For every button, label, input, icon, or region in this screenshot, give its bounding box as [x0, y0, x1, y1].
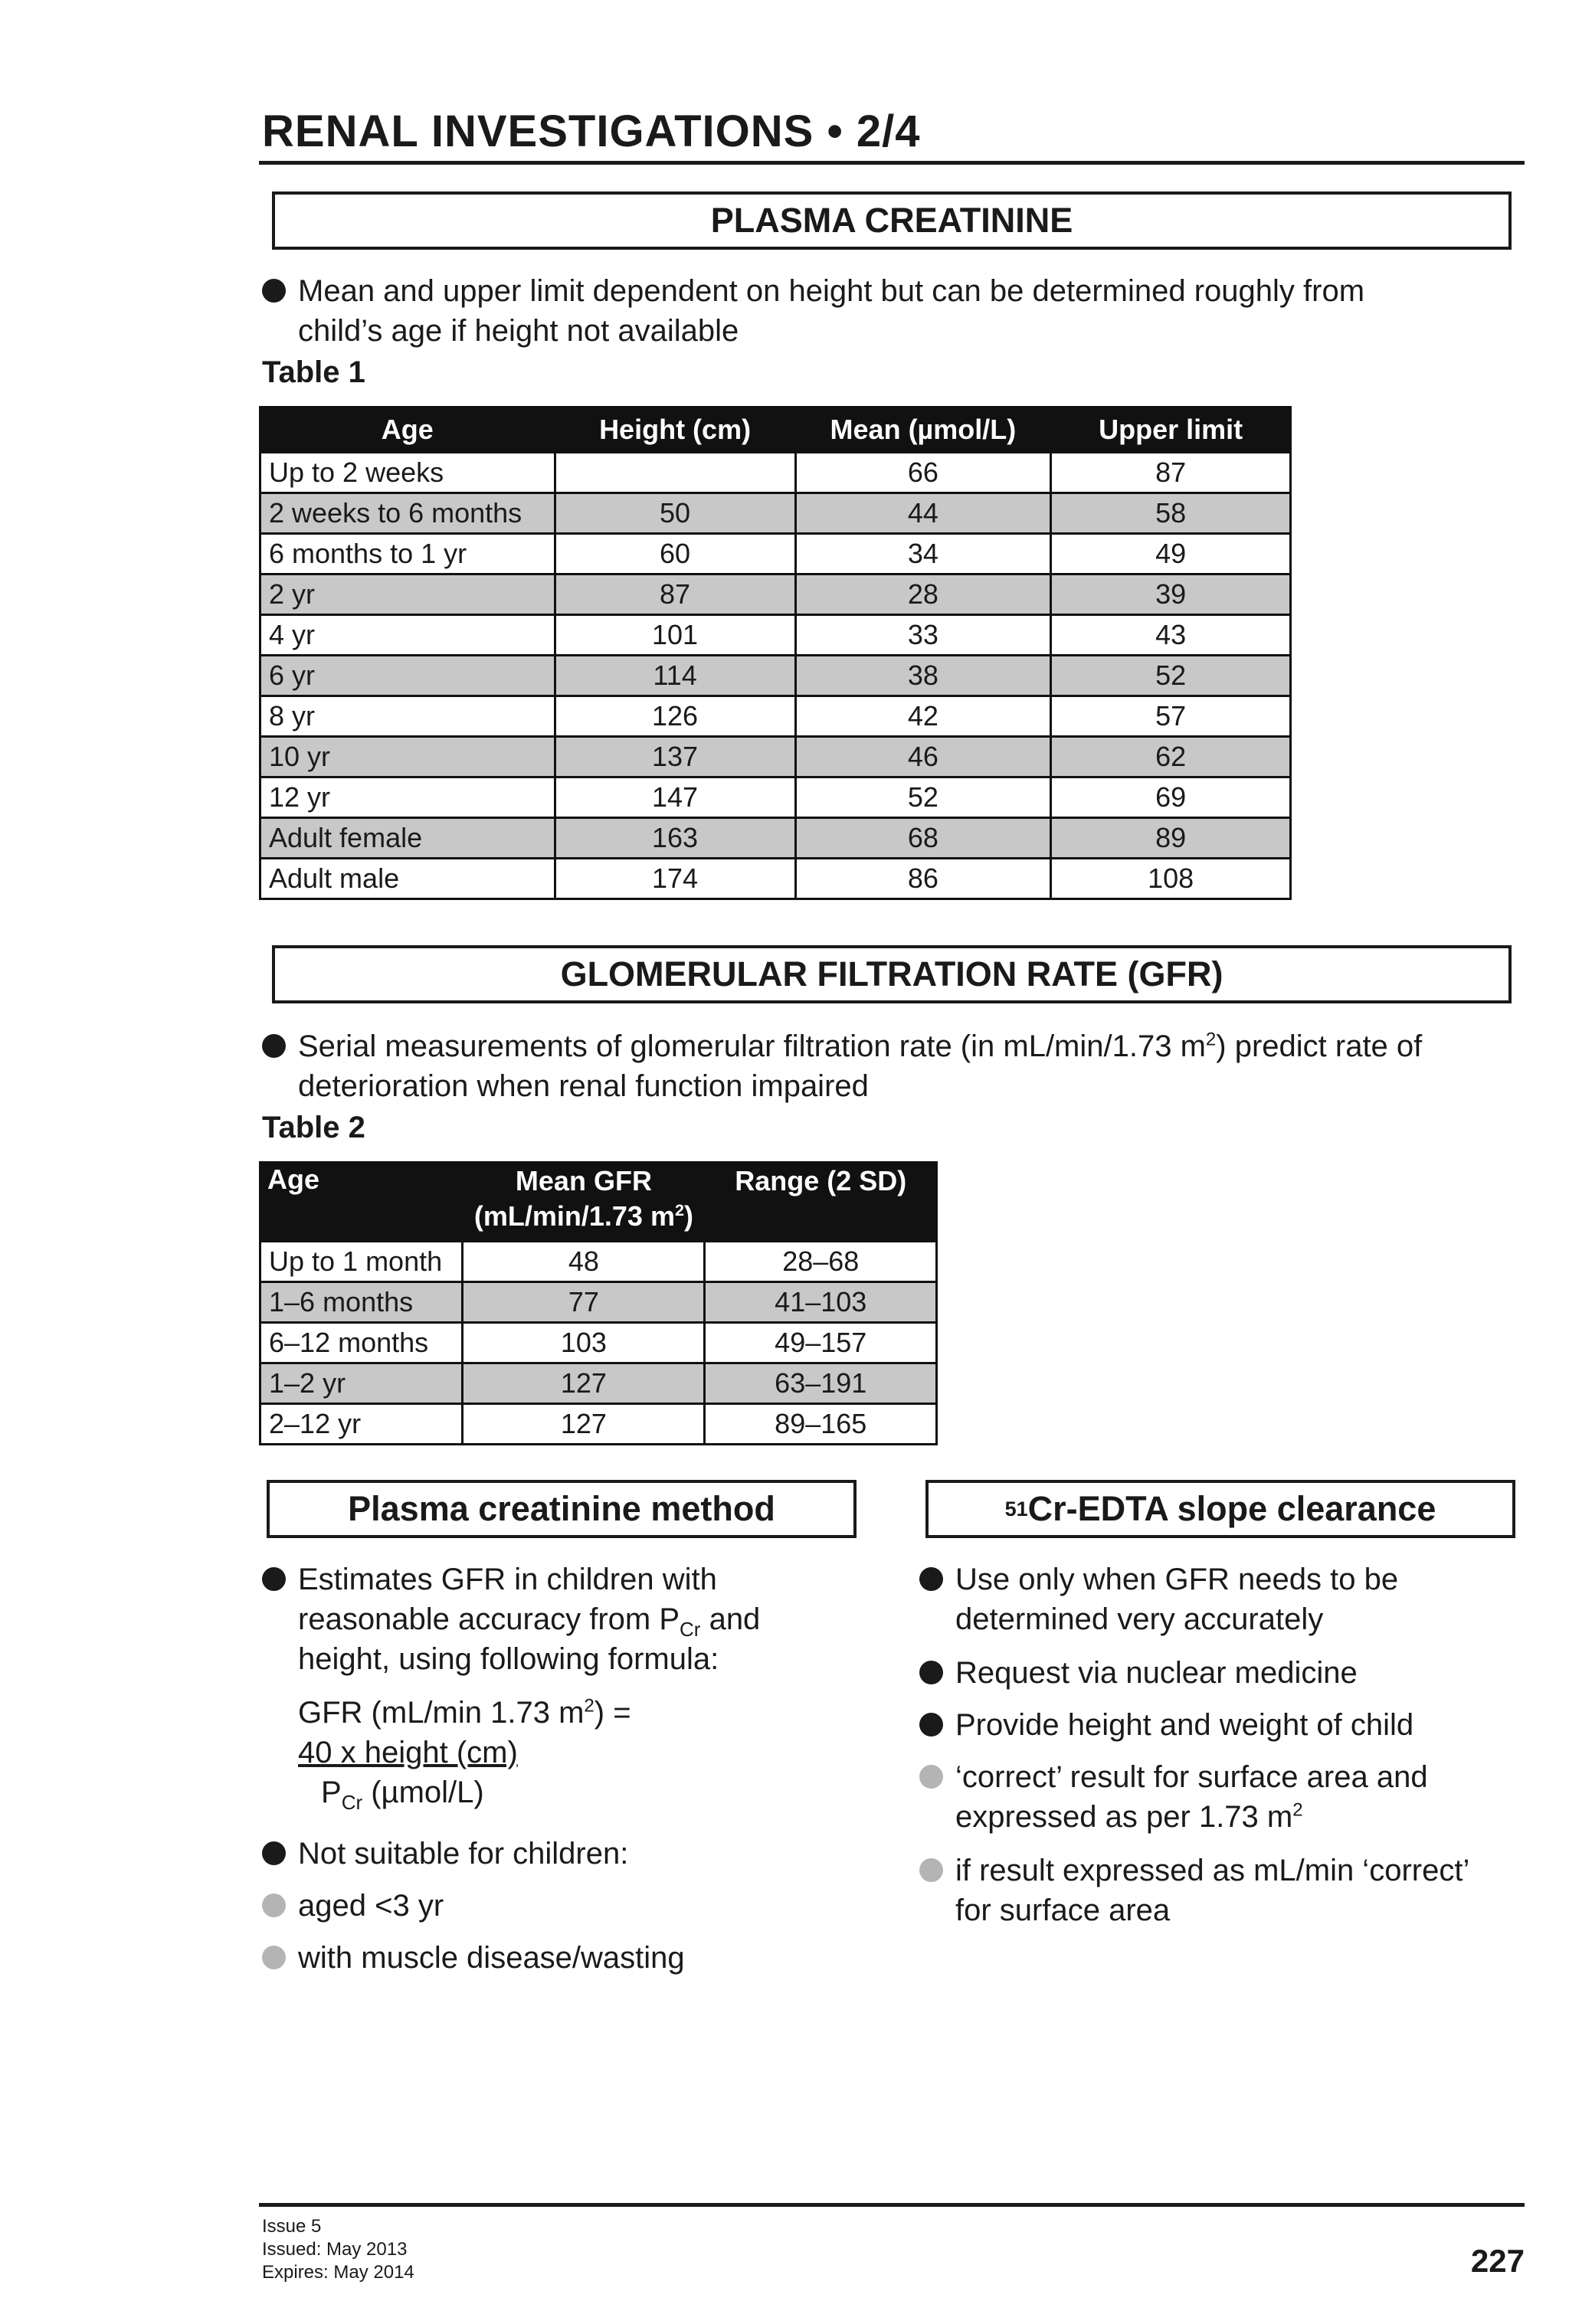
column-header: Mean GFR (mL/min/1.73 $m^2$): [463, 1163, 705, 1242]
edta-bullet-2: Request via nuclear medicine: [919, 1653, 1532, 1693]
table-cell: 66: [795, 453, 1051, 493]
table-cell: 60: [555, 534, 795, 574]
table-cell: 174: [555, 859, 795, 899]
formula-denominator: $P_{Cr}$ (µmol/L): [321, 1776, 484, 1814]
sub-bullet-icon: [919, 1858, 943, 1882]
table-cell: 89–165: [705, 1404, 937, 1445]
table-cell: 6 yr: [260, 656, 555, 696]
edta-subbullet-1: ‘correct’ result for surface area and expressed as per 1.73 $m^2$: [919, 1757, 1532, 1837]
creatinine-method-bullet-1: Estimates GFR in children with reasonable accuracy from $P_{Cr}$ and height, using following formula:: [262, 1560, 844, 1679]
table-cell: 34: [795, 534, 1051, 574]
table-cell: 1–2 yr: [260, 1363, 463, 1404]
table-cell: 103: [463, 1323, 705, 1363]
sub-bullet-icon: [262, 1946, 286, 1969]
column-header: Upper limit: [1051, 408, 1291, 453]
table-header-row: [260, 408, 1291, 453]
table-cell: 2 yr: [260, 574, 555, 615]
table-cell: 12 yr: [260, 777, 555, 818]
table-row: [260, 534, 1291, 574]
bullet-icon: [262, 1841, 286, 1865]
column-header: Height (cm): [555, 408, 795, 453]
plasma-creatinine-table: [259, 406, 1292, 900]
table-cell: 38: [795, 656, 1051, 696]
table-row: [260, 574, 1291, 615]
table-cell: 39: [1051, 574, 1291, 615]
table-cell: 49–157: [705, 1323, 937, 1363]
table-cell: 52: [795, 777, 1051, 818]
table-cell: 4 yr: [260, 615, 555, 656]
table-cell: 41–103: [705, 1282, 937, 1323]
table-cell: 127: [463, 1404, 705, 1445]
table-cell: 163: [555, 818, 795, 859]
table-cell: 58: [1051, 493, 1291, 534]
gfr-table: [259, 1161, 938, 1445]
table-cell: 2–12 yr: [260, 1404, 463, 1445]
table-cell: 1–6 months: [260, 1282, 463, 1323]
bullet-icon: [919, 1713, 943, 1736]
creatinine-method-bullet-2: Not suitable for children:: [262, 1834, 844, 1874]
table-cell: 2 weeks to 6 months: [260, 493, 555, 534]
sub-bullet-icon: [262, 1894, 286, 1917]
table-row: [260, 656, 1291, 696]
table-cell: Up to 1 month: [260, 1242, 463, 1282]
page-title: RENAL INVESTIGATIONS • 2/4: [262, 106, 921, 156]
table-cell: 108: [1051, 859, 1291, 899]
table-header-row: [260, 1163, 937, 1242]
table-row: [260, 737, 1291, 777]
table-cell: 6 months to 1 yr: [260, 534, 555, 574]
table-cell: 46: [795, 737, 1051, 777]
table-cell: 57: [1051, 696, 1291, 737]
table-cell: 127: [463, 1363, 705, 1404]
column-header: Range (2 SD): [705, 1163, 937, 1242]
table-cell: 62: [1051, 737, 1291, 777]
table-cell: Adult female: [260, 818, 555, 859]
table-cell: 87: [1051, 453, 1291, 493]
plasma-creatinine-bullet: Mean and upper limit dependent on height but can be determined roughly from child’s age if height not available: [262, 271, 1526, 351]
table-row: [260, 818, 1291, 859]
table-cell: 43: [1051, 615, 1291, 656]
bullet-icon: [262, 279, 286, 303]
bullet-icon: [262, 1034, 286, 1058]
bullet-icon: [262, 1567, 286, 1591]
table-cell: 8 yr: [260, 696, 555, 737]
table-2-label: Table 2: [262, 1111, 365, 1144]
table-cell: 101: [555, 615, 795, 656]
table-cell: 68: [795, 818, 1051, 859]
edta-heading: 51 Cr-EDTA slope clearance: [925, 1480, 1515, 1538]
table-cell: 44: [795, 493, 1051, 534]
creatinine-method-subbullet-2: with muscle disease/wasting: [262, 1938, 844, 1978]
table-1-label: Table 1: [262, 355, 365, 389]
table-cell: 28–68: [705, 1242, 937, 1282]
page-number: 227: [1470, 2243, 1525, 2279]
column-header: Age: [260, 1163, 463, 1242]
gfr-formula: GFR (mL/min 1.73 $m^2$) = 40 x height (cm) $P_{Cr}$ (µmol/L): [298, 1695, 631, 1814]
table-cell: 52: [1051, 656, 1291, 696]
table-row: [260, 859, 1291, 899]
table-row: [260, 1242, 937, 1282]
sub-bullet-icon: [919, 1765, 943, 1789]
table-cell: [555, 453, 795, 493]
table-cell: 89: [1051, 818, 1291, 859]
edta-bullet-3: Provide height and weight of child: [919, 1705, 1532, 1745]
table-cell: 69: [1051, 777, 1291, 818]
table-cell: 114: [555, 656, 795, 696]
table-cell: 42: [795, 696, 1051, 737]
edta-subbullet-2: if result expressed as mL/min ‘correct’ for surface area: [919, 1851, 1532, 1930]
gfr-heading: GLOMERULAR FILTRATION RATE (GFR): [272, 945, 1512, 1003]
table-row: [260, 493, 1291, 534]
creatinine-method-heading: Plasma creatinine method: [267, 1480, 857, 1538]
table-row: [260, 1323, 937, 1363]
table-cell: 28: [795, 574, 1051, 615]
table-cell: 48: [463, 1242, 705, 1282]
plasma-creatinine-heading: PLASMA CREATININE: [272, 191, 1512, 250]
column-header: Mean (µmol/L): [795, 408, 1051, 453]
table-cell: 87: [555, 574, 795, 615]
table-cell: 63–191: [705, 1363, 937, 1404]
edta-bullet-1: Use only when GFR needs to be determined very accurately: [919, 1560, 1532, 1639]
table-cell: 137: [555, 737, 795, 777]
table-cell: 33: [795, 615, 1051, 656]
table-row: [260, 1404, 937, 1445]
table-cell: 86: [795, 859, 1051, 899]
table-row: [260, 615, 1291, 656]
table-cell: 49: [1051, 534, 1291, 574]
creatinine-method-subbullet-1: aged <3 yr: [262, 1886, 844, 1926]
footer-issue-info: Issue 5 Issued: May 2013 Expires: May 2014: [262, 2216, 414, 2283]
table-cell: Up to 2 weeks: [260, 453, 555, 493]
gfr-bullet: Serial measurements of glomerular filtration rate (in mL/min/1.73 $m^2$) predict rate of deterioration when renal function impaired: [262, 1026, 1549, 1106]
table-row: [260, 777, 1291, 818]
header-rule: [259, 161, 1525, 165]
table-row: [260, 1282, 937, 1323]
table-cell: 10 yr: [260, 737, 555, 777]
table-cell: 126: [555, 696, 795, 737]
formula-numerator: 40 x height (cm): [298, 1736, 518, 1769]
table-row: [260, 1363, 937, 1404]
table-cell: 77: [463, 1282, 705, 1323]
bullet-icon: [919, 1567, 943, 1591]
table-row: [260, 696, 1291, 737]
table-cell: 147: [555, 777, 795, 818]
bullet-icon: [919, 1661, 943, 1684]
table-cell: 50: [555, 493, 795, 534]
footer-rule: [259, 2203, 1525, 2207]
column-header: Age: [260, 408, 555, 453]
table-cell: Adult male: [260, 859, 555, 899]
table-cell: 6–12 months: [260, 1323, 463, 1363]
table-row: [260, 453, 1291, 493]
